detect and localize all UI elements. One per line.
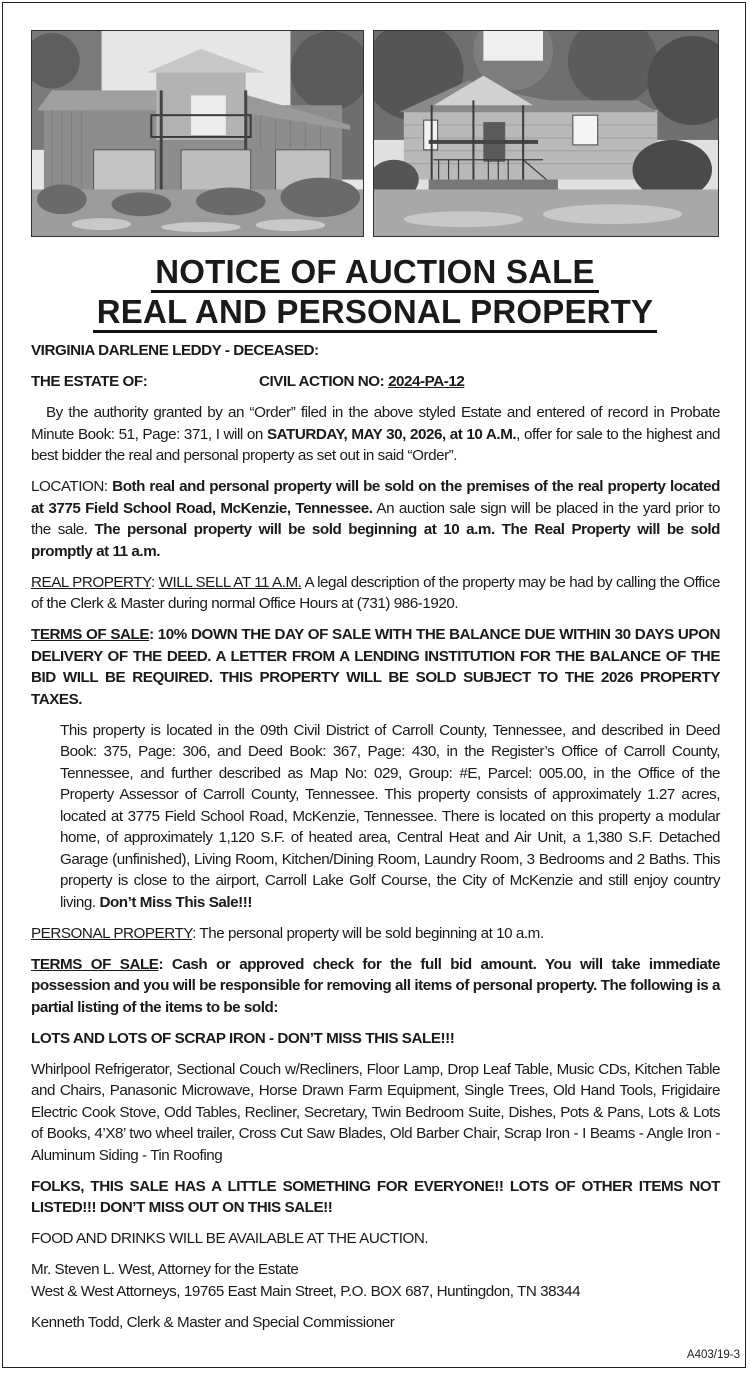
real-property-colon: : [150,573,159,591]
food-line: FOOD AND DRINKS WILL BE AVAILABLE AT THE AUCTION. [31,1230,429,1247]
clerk-line: Kenneth Todd, Clerk & Master and Special Commissioner [31,1313,395,1331]
location-paragraph [31,476,720,562]
auction-date: SATURDAY, MAY 30, 2026, at 10 A.M. [266,425,517,443]
description-text: This property is located in the 09th Civil District of Carroll County, Tennessee, and described in Deed Book: 375, Page: 306, and Deed Book: 367, Page: 430, in the Register’s Office of Carroll County, Tennessee, and further described as Map No: 029, Group: #E, Parcel: 005.00, in the Office of the Property Assessor of Carroll County, Tennessee. This property consists of approximately 1.27 acres, located at 3775 Field School Road, McKenzie, Tennessee. There is located on this property a modular home, of approximately 1,120 S.F. of heated area, Central Heat and Air Unit, a 1,380 S.F. Detached Garage (unfinished), Living Room, Kitchen/Dining Room, Laundry Room, 3 Bedrooms and 2 Baths. This property is close to the airport, Carroll Lake Golf Course, the City of McKenzie and still enjoy country living. [60,721,720,911]
authority-text-2: , offer for sale to the highest and best bidder the real and personal property as set out in said “Order”. [31,425,720,464]
location-bold-2: The personal property will be sold beginning at 10 a.m. The Real Property will be sold promptly at 11 a.m. [31,521,720,560]
civil-action [259,371,464,393]
house-photo [373,30,719,237]
personal-property-text: : The personal property will be sold beginning at 10 a.m. [192,924,544,942]
real-property-label: REAL PROPERTY [31,573,151,591]
terms-personal-text: : Cash or approved check for the full bid amount. You will take immediate possession and you will be responsible for removing all items of personal property. The following is a partial listing of the items to be sold: [31,955,720,1016]
civil-action-number: 2024-PA-12 [388,373,465,390]
personal-property-label: PERSONAL PROPERTY [31,924,193,942]
barn-photo-drawing [32,31,363,236]
house-photo-drawing [374,31,718,236]
attorney-block [31,1259,720,1302]
ad-code: A403/19-3 [686,1349,740,1361]
terms-of-sale-personal [31,954,720,1019]
authority-text-1: By the authority granted by an “Order” filed in the above styled Estate and entered of record in Probate Minute Book: 51, Page: 371, I will on [31,404,720,443]
terms-real-label: TERMS OF SALE [31,626,150,643]
attorney-line-2: West & West Attorneys, 19765 East Main Street, P.O. BOX 687, Huntingdon, TN 38344 [31,1282,581,1300]
authority-paragraph [31,402,720,467]
location-label: LOCATION: [31,478,113,495]
title-line-2 [0,292,750,332]
description-bold: Don’t Miss This Sale!!! [99,893,252,911]
title-line-1 [0,252,750,292]
estate-label: THE ESTATE OF: [31,373,148,390]
terms-personal-label: TERMS OF SALE [31,955,159,973]
title-line-2-text: REAL AND PERSONAL PROPERTY [93,293,658,333]
location-bold-1: Both real and personal property will be sold on the premises of the real property located at 3775 Field School Road, McKenzie, Tennessee. [31,478,720,517]
terms-of-sale-real [31,624,720,710]
real-property-will-sell: WILL SELL AT 11 A.M. [158,573,302,591]
personal-property-paragraph [31,923,720,945]
property-description [31,720,720,914]
real-property-text: A legal description of the property may be had by calling the Office of the Clerk & Master during normal Office Hours at (731) 986-1920. [31,573,720,612]
scrap-iron-line: LOTS AND LOTS OF SCRAP IRON - DON’T MISS THIS SALE!!! [31,1029,455,1047]
title-line-1-text: NOTICE OF AUCTION SALE [151,253,599,293]
barn-photo [31,30,364,237]
terms-real-text: : 10% DOWN THE DAY OF SALE WITH THE BALANCE DUE WITHIN 30 DAYS UPON DELIVERY OF THE DEED. A LETTER FROM A LENDING INSTITUTION FOR THE BALANCE OF THE BID WILL BE REQUIRED. THIS PROPERTY WILL BE SOLD SUBJECT TO THE 2026 PROPERTY TAXES. [31,626,720,708]
attorney-line-1: Mr. Steven L. West, Attorney for the Estate [31,1261,299,1278]
deceased-line: VIRGINIA DARLENE LEDDY - DECEASED: [31,342,319,359]
folks-line: FOLKS, THIS SALE HAS A LITTLE SOMETHING FOR EVERYONE!! LOTS OF OTHER ITEMS NOT LISTED!!! DON’T MISS OUT ON THIS SALE!! [31,1177,720,1216]
civil-action-label: CIVIL ACTION NO: [259,373,385,390]
real-property-paragraph [31,572,720,615]
estate-line [31,371,720,393]
notice-body [31,340,720,1343]
location-text: An auction sale sign will be placed in the yard prior to the sale. [31,499,720,538]
items-list: Whirlpool Refrigerator, Sectional Couch w/Recliners, Floor Lamp, Drop Leaf Table, Music CDs, Kitchen Table and Chairs, Panasonic Microwave, Horse Drawn Farm Equipment, Single Trees, Old Hand Tools, Frigidaire Electric Cook Stove, Odd Tables, Recliner, Secretary, Twin Bedroom Suite, Dishes, Pots & Pans, Lots & Lots of Books, 4’X8’ two wheel trailer, Cross Cut Saw Blades, Old Barber Chair, Scrap Iron - I Beams - Angle Iron - Aluminum Siding - Tin Roofing [31,1060,720,1164]
